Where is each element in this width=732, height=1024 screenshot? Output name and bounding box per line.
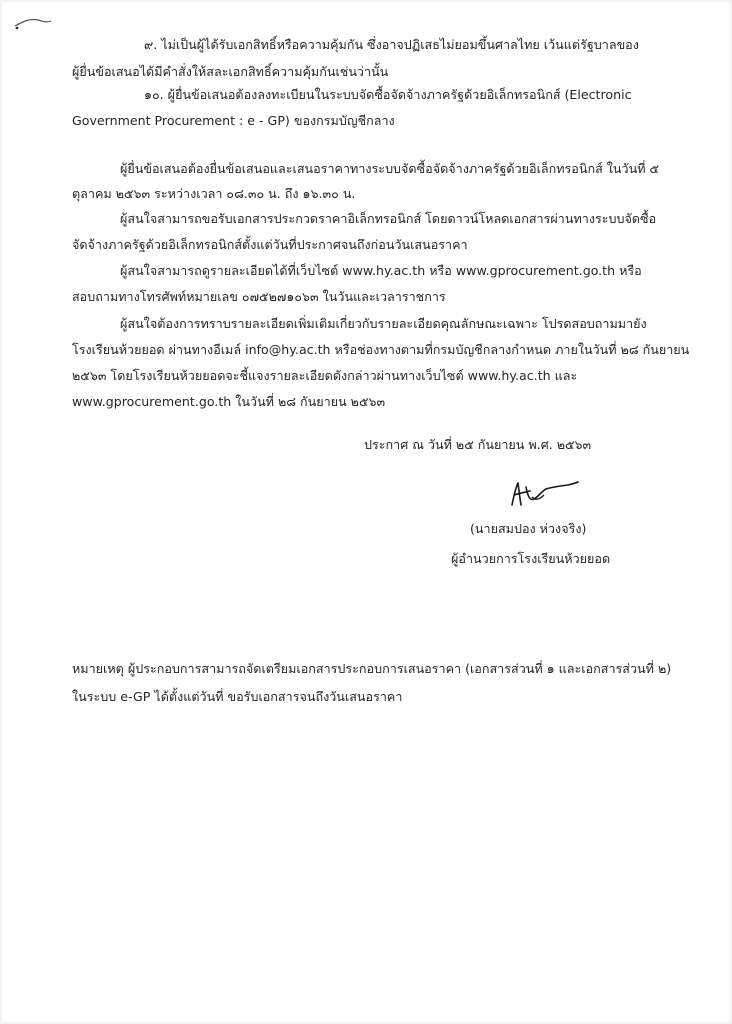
item-10-line-1: ๑๐. ผู้ยื่นข้อเสนอต้องลงทะเบียนในระบบจัดซื้อจัดจ้างภาครัฐด้วยอิเล็กทรอนิกส์ (Electronic <box>144 87 632 102</box>
download-paragraph-line-2: จัดจ้างภาครัฐด้วยอิเล็กทรอนิกส์ตั้งแต่วันที่ประกาศจนถึงก่อนวันเสนอราคา <box>72 237 468 252</box>
signer-name: (นายสมปอง ห่วงจริง) <box>470 521 587 536</box>
inquiry-paragraph-line-2: โรงเรียนห้วยยอด ผ่านทางอีเมล์ info@hy.ac.th หรือช่องทางตามที่กรมบัญชีกลางกำหนด ภายในวันที่ ๒๘ กันยายน <box>72 342 690 357</box>
signer-title: ผู้อำนวยการโรงเรียนห้วยยอด <box>451 551 611 566</box>
item-9-line-1: ๙. ไม่เป็นผู้ได้รับเอกสิทธิ์หรือความคุ้มกัน ซึ่งอาจปฏิเสธไม่ยอมขึ้นศาลไทย เว้นแต่รัฐบาลของ <box>144 37 639 52</box>
submission-paragraph-line-2: ตุลาคม ๒๕๖๓ ระหว่างเวลา ๐๘.๓๐ น. ถึง ๑๖.๓๐ น. <box>72 186 356 201</box>
submission-paragraph-line-1: ผู้ยื่นข้อเสนอต้องยื่นข้อเสนอและเสนอราคาทางระบบจัดซื้อจัดจ้างภาครัฐด้วยอิเล็กทรอนิกส์ ในวันที่ ๕ <box>120 161 660 176</box>
website-paragraph-line-2: สอบถามทางโทรศัพท์หมายเลข ๐๗๕๒๗๑๐๖๓ ในวันและเวลาราชการ <box>72 289 446 304</box>
scan-mark-icon <box>12 12 54 32</box>
inquiry-paragraph-line-4: www.gprocurement.go.th ในวันที่ ๒๘ กันยายน ๒๕๖๓ <box>72 394 386 409</box>
handwritten-signature <box>502 475 580 515</box>
item-9-line-2: ผู้ยื่นข้อเสนอได้มีคำสั่งให้สละเอกสิทธิ์ความคุ้มกันเช่นว่านั้น <box>72 64 389 79</box>
inquiry-paragraph-line-3: ๒๕๖๓ โดยโรงเรียนห้วยยอดจะชี้แจงรายละเอียดดังกล่าวผ่านทางเว็บไซต์ www.hy.ac.th และ <box>72 368 578 383</box>
remark-line-1: หมายเหตุ ผู้ประกอบการสามารถจัดเตรียมเอกสารประกอบการเสนอราคา (เอกสารส่วนที่ ๑ และเอกสารส่วนที่ ๒) <box>72 661 672 676</box>
download-paragraph-line-1: ผู้สนใจสามารถขอรับเอกสารประกวดราคาอิเล็กทรอนิกส์ โดยดาวน์โหลดเอกสารผ่านทางระบบจัดซื้อ <box>120 211 657 226</box>
website-paragraph-line-1: ผู้สนใจสามารถดูรายละเอียดได้ที่เว็บไซต์ www.hy.ac.th หรือ www.gprocurement.go.th หรือ <box>120 263 642 278</box>
item-10-line-2: Government Procurement : e - GP) ของกรมบัญชีกลาง <box>72 113 395 128</box>
inquiry-paragraph-line-1: ผู้สนใจต้องการทราบรายละเอียดเพิ่มเติมเกี่ยวกับรายละเอียดคุณลักษณะเฉพาะ โปรดสอบถามมายัง <box>120 316 647 331</box>
announcement-date: ประกาศ ณ วันที่ ๒๕ กันยายน พ.ศ. ๒๕๖๓ <box>364 437 592 452</box>
remark-line-2: ในระบบ e-GP ได้ตั้งแต่วันที่ ขอรับเอกสารจนถึงวันเสนอราคา <box>72 689 403 704</box>
